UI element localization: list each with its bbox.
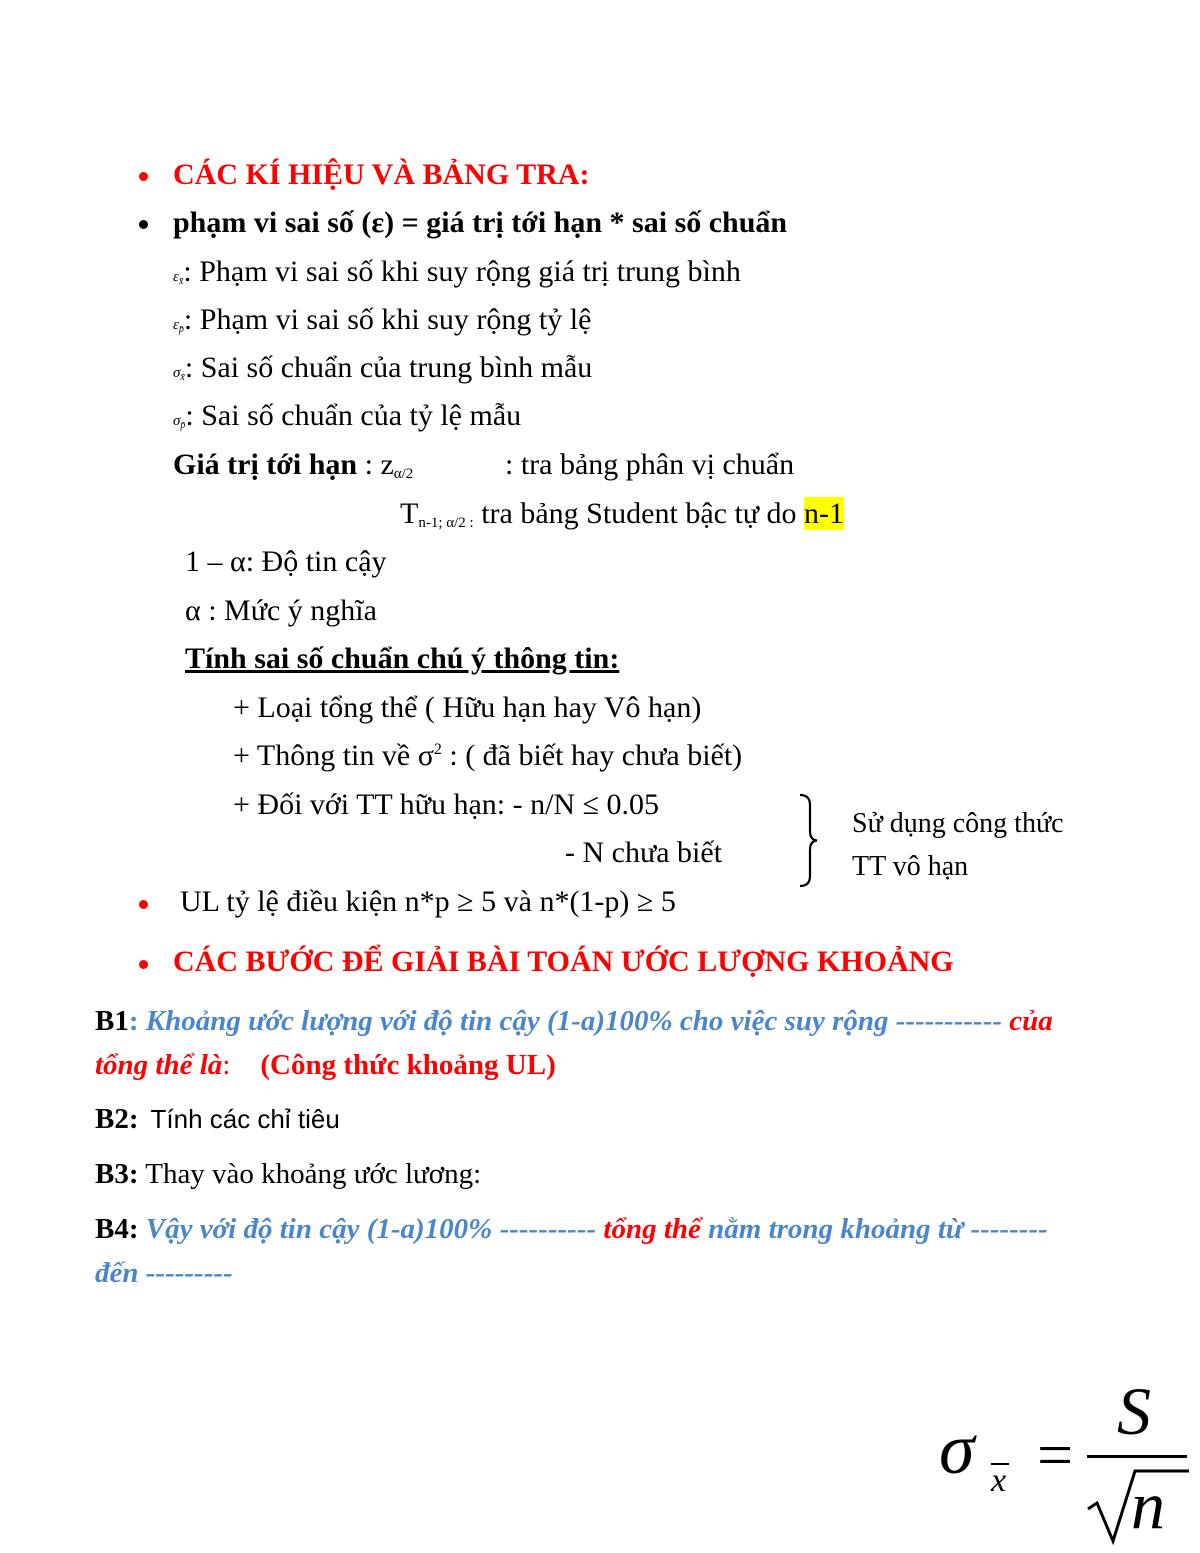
step-2-label: B2: — [95, 1103, 139, 1135]
step-1-red-text: của — [1009, 1005, 1053, 1037]
finite-condition-2: - N chưa biết — [565, 836, 723, 869]
step-4-label: B4: — [95, 1213, 139, 1245]
standard-error-formula — [935, 1373, 1195, 1550]
bullet — [139, 900, 148, 909]
degrees-of-freedom-highlight: n-1 — [804, 497, 845, 530]
symbol-subscript: p̄ — [180, 420, 186, 431]
step-1-label: B1 — [95, 1005, 129, 1037]
t-symbol: T — [400, 497, 419, 530]
step-4-line2: đến --------- — [95, 1257, 233, 1289]
formula-radicand: n — [1131, 1467, 1165, 1543]
std-error-heading: Tính sai số chuẩn chú ý thông tin: — [185, 642, 620, 675]
sigma-info-item — [233, 739, 742, 773]
step-4-red-text: tổng thể — [603, 1213, 701, 1245]
step-3 — [95, 1158, 481, 1191]
sigma-info-suffix: : ( đã biết hay chưa biết) — [441, 739, 743, 772]
formula-subscript: x — [991, 1462, 1007, 1499]
critical-value-z-row — [173, 448, 413, 483]
fraction-line — [1087, 1455, 1187, 1458]
z-description: : tra bảng phân vị chuẩn — [505, 448, 795, 481]
step-1-colon2: : — [222, 1049, 231, 1081]
sigma-symbol: σ — [173, 365, 181, 381]
infinite-formula-note-line2: TT vô hạn — [852, 851, 969, 882]
error-range-definition: phạm vi sai số (ε) = giá trị tới hạn * sai số chuẩn — [173, 206, 788, 239]
critical-value-t-row — [400, 497, 844, 532]
sigma-superscript: 2 — [433, 741, 442, 758]
t-subscript: n-1; α/2 : — [418, 515, 474, 531]
step-1-red-line2: tổng thể là — [95, 1049, 223, 1081]
step-1-line1 — [95, 1005, 1053, 1038]
epsilon-symbol: ε — [173, 317, 179, 333]
step-4-line1 — [95, 1213, 1048, 1246]
symbol-description: : Sai số chuẩn của tỷ lệ mẫu — [185, 399, 522, 432]
formula-sigma: σ — [939, 1409, 975, 1489]
symbol-subscript: p̄ — [178, 324, 184, 335]
step-1-formula: (Công thức khoảng UL) — [260, 1049, 556, 1081]
symbol-description: : Phạm vi sai số khi suy rộng tỷ lệ — [183, 303, 592, 336]
step-3-label: B3: — [95, 1158, 139, 1190]
epsilon-symbol: ε — [173, 269, 179, 285]
step-1-colon: : — [128, 1005, 146, 1037]
symbol-subscript: x̄ — [180, 372, 185, 383]
step-1-text: Khoảng ước lượng với độ tin cậy (1-a)100% cho việc suy rộng ----------- — [145, 1005, 1010, 1037]
curly-brace-icon — [796, 793, 820, 888]
formula-numerator: S — [1117, 1373, 1151, 1449]
step-2-text: Tính các chỉ tiêu — [150, 1104, 340, 1134]
bullet — [139, 172, 148, 181]
symbol-row-sigma-proportion — [173, 399, 521, 433]
t-description: tra bảng Student bậc tự do — [473, 497, 805, 530]
sigma-symbol: σ — [173, 413, 181, 429]
step-2 — [95, 1103, 340, 1136]
population-type-item: + Loại tổng thể ( Hữu hạn hay Vô hạn) — [233, 691, 702, 724]
bullet — [139, 220, 148, 229]
infinite-formula-note-line1: Sử dụng công thức — [852, 808, 1064, 839]
ul-condition: UL tỷ lệ điều kiện n*p ≥ 5 và n*(1-p) ≥ 5 — [180, 885, 676, 918]
formula-equals: = — [1037, 1419, 1074, 1490]
finite-condition-1: + Đối với TT hữu hạn: - n/N ≤ 0.05 — [233, 788, 660, 821]
symbol-subscript: x̄ — [178, 276, 184, 287]
section-heading-steps: CÁC BƯỚC ĐỂ GIẢI BÀI TOÁN ƯỚC LƯỢNG KHOẢNG — [173, 945, 954, 978]
symbol-row-epsilon-mean — [173, 255, 741, 289]
sigma-info-prefix: + Thông tin về σ — [233, 739, 434, 772]
z-subscript: α/2 — [393, 466, 414, 482]
step-4-text-end: nằm trong khoảng từ -------- — [700, 1213, 1048, 1245]
step-4-text: Vậy với độ tin cậy (1-a)100% ---------- — [138, 1213, 604, 1245]
symbol-description: : Sai số chuẩn của trung bình mẫu — [184, 351, 593, 384]
z-symbol: : z — [357, 448, 394, 481]
symbol-description: : Phạm vi sai số khi suy rộng giá trị trung bình — [183, 255, 741, 288]
section-heading-symbols: CÁC KÍ HIỆU VÀ BẢNG TRA: — [173, 158, 590, 191]
critical-value-label: Giá trị tới hạn — [173, 448, 358, 481]
significance-level: α : Mức ý nghĩa — [185, 594, 377, 627]
symbol-row-epsilon-proportion — [173, 303, 591, 337]
bullet — [139, 960, 148, 969]
confidence-level: 1 – α: Độ tin cậy — [185, 545, 387, 578]
symbol-row-sigma-mean — [173, 351, 592, 385]
step-1-line2 — [95, 1049, 556, 1082]
step-3-text: Thay vào khoảng ước lương: — [138, 1158, 482, 1190]
